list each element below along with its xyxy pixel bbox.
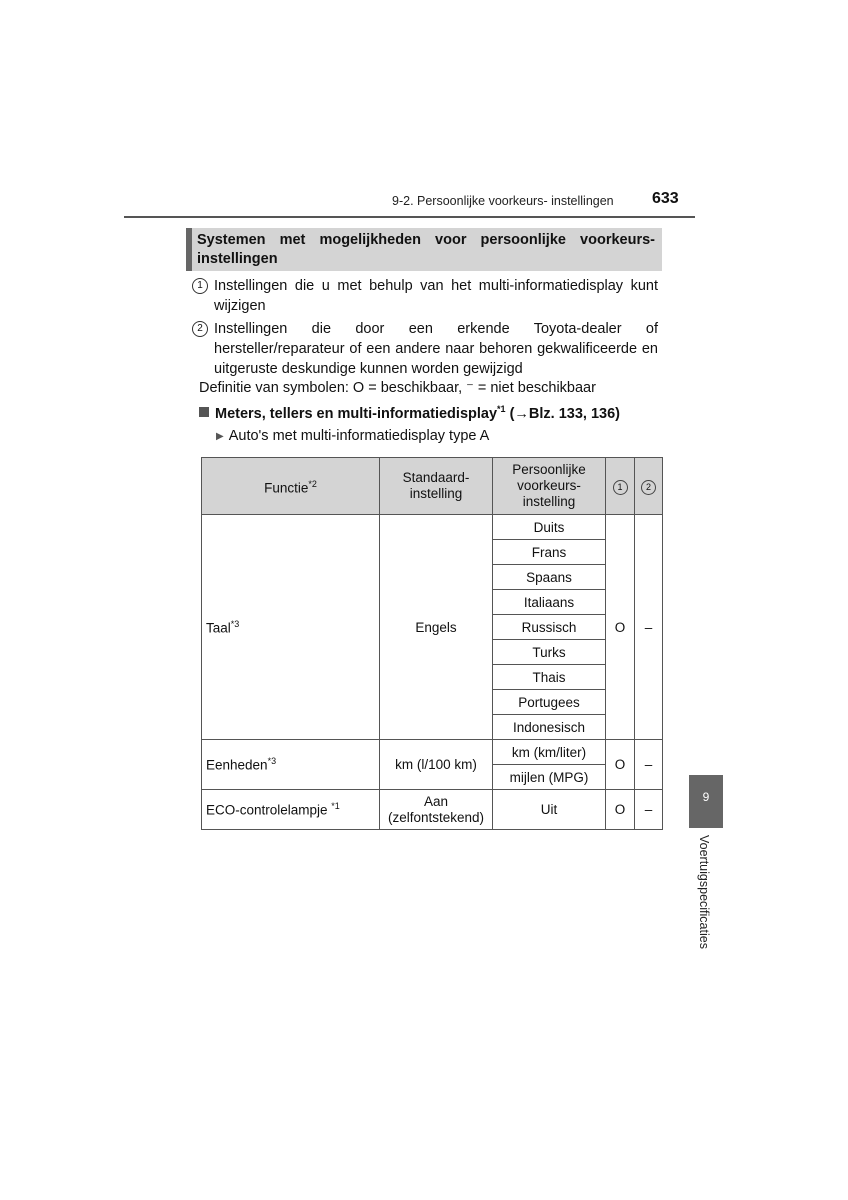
option-cell: Russisch [493, 615, 606, 640]
option-cell: mijlen (MPG) [493, 765, 606, 790]
section-heading-title: Systemen met mogelijkheden voor persoonlijke voorkeurs-instellingen [197, 232, 655, 267]
chapter-label: Voertuigspecificaties [697, 835, 711, 949]
running-header: 9-2. Persoonlijke voorkeurs- instellingen [392, 194, 614, 208]
table-row [202, 515, 663, 540]
col2-cell: – [635, 740, 663, 790]
table-row [202, 790, 663, 830]
option-cell: Italiaans [493, 590, 606, 615]
subheading-text: Meters, tellers en multi-informatiedisplay [215, 405, 498, 422]
col1-cell: O [606, 515, 635, 740]
subheading [199, 404, 620, 422]
option-cell: Thais [493, 665, 606, 690]
symbol-definitions: Definitie van symbolen: O = beschikbaar, ⁻ = niet beschikbaar [199, 380, 596, 396]
list-item [192, 276, 658, 316]
header-col1 [606, 458, 635, 515]
header-rule [124, 216, 695, 218]
chapter-number: 9 [702, 790, 710, 804]
square-bullet-icon [199, 407, 209, 417]
page-reference: (→Blz. 133, 136) [505, 405, 620, 422]
option-cell: Indonesisch [493, 715, 606, 740]
col1-cell: O [606, 790, 635, 830]
circled-number-2: 2 [192, 321, 208, 337]
section-heading [186, 228, 662, 271]
circled-number-1: 1 [613, 480, 628, 495]
function-cell: Taal$^{*3}$ [202, 515, 380, 740]
option-cell: Uit [493, 790, 606, 830]
section-heading-bar [186, 228, 192, 271]
variant-text: Auto's met multi-informatiedisplay type A [228, 428, 490, 444]
option-cell: Duits [493, 515, 606, 540]
chapter-tab [689, 775, 723, 828]
option-cell: Spaans [493, 565, 606, 590]
default-cell: km (l/100 km) [380, 740, 493, 790]
list-item [192, 319, 658, 379]
page-number: 633 [652, 190, 679, 207]
header-custom: Persoonlijke voorkeurs- instelling [493, 458, 606, 515]
col2-cell: – [635, 515, 663, 740]
option-cell: Frans [493, 540, 606, 565]
option-cell: Turks [493, 640, 606, 665]
list-item-text: Instellingen die door een erkende Toyota-dealer of hersteller/reparateur of een andere naar behoren gekwalificeerde en uitgeruste deskundige kunnen worden gewijzigd [214, 321, 658, 377]
circled-number-2: 2 [641, 480, 656, 495]
list-item-text: Instellingen die u met behulp van het multi-informatiedisplay kunt wijzigen [214, 278, 658, 314]
header-function: Functie$^{*2}$ [202, 458, 380, 515]
option-cell: km (km/liter) [493, 740, 606, 765]
settings-table [201, 457, 663, 830]
header-col2 [635, 458, 663, 515]
function-cell: ECO-controlelampje $^{*1}$ [202, 790, 380, 830]
variant-line [216, 428, 489, 444]
header-default: Standaard- instelling [380, 458, 493, 515]
option-cell: Portugees [493, 690, 606, 715]
default-cell: Engels [380, 515, 493, 740]
default-cell: Aan (zelfontstekend) [380, 790, 493, 830]
table-header-row [202, 458, 663, 515]
col2-cell: – [635, 790, 663, 830]
function-cell: Eenheden$^{*3}$ [202, 740, 380, 790]
col1-cell: O [606, 740, 635, 790]
footnote-marker: *1 [497, 404, 506, 414]
table-row [202, 740, 663, 765]
triangle-bullet-icon: ▶ [216, 431, 224, 442]
circled-number-1: 1 [192, 278, 208, 294]
